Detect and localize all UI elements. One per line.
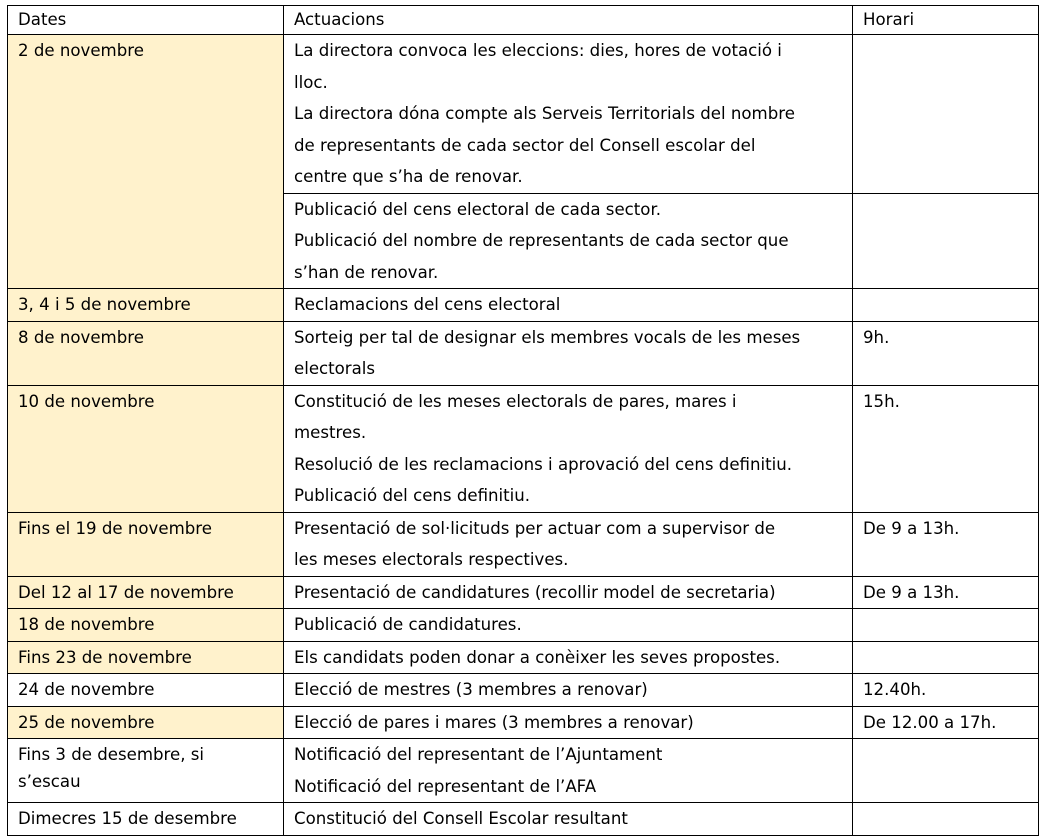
schedule-cell xyxy=(853,641,1039,674)
actions-cell xyxy=(284,609,853,642)
date-cell: Fins 23 de novembre xyxy=(8,641,284,674)
schedule-cell: 12.40h. xyxy=(853,674,1039,707)
table-row xyxy=(8,35,1039,194)
action-line: Notificació del representant de l’AFA xyxy=(294,776,597,796)
date-cell: Fins el 19 de novembre xyxy=(8,512,284,576)
table-row xyxy=(8,512,1039,576)
action-line: Constitució del Consell Escolar resultant xyxy=(294,809,628,828)
header-schedule: Horari xyxy=(853,6,1039,35)
actions-cell xyxy=(284,576,853,609)
date-cell: Dimecres 15 de desembre xyxy=(8,803,284,836)
table-row xyxy=(8,385,1039,512)
actions-cell xyxy=(284,385,853,512)
actions-cell xyxy=(284,321,853,385)
action-line: Presentació de sol·licituds per actuar com a supervisor de xyxy=(294,518,776,538)
action-line: lloc. xyxy=(294,72,328,92)
action-line: de representants de cada sector del Consell escolar del xyxy=(294,135,756,155)
actions-cell xyxy=(284,674,853,707)
action-line: Publicació del cens definitiu. xyxy=(294,486,531,505)
action-line: electorals xyxy=(294,359,376,378)
date-cell: Del 12 al 17 de novembre xyxy=(8,576,284,609)
action-line: Publicació del cens electoral de cada sector. xyxy=(294,199,662,219)
schedule-cell xyxy=(853,193,1039,289)
schedule-cell: De 9 a 13h. xyxy=(853,512,1039,576)
actions-cell xyxy=(284,512,853,576)
action-line: Els candidats poden donar a conèixer les seves propostes. xyxy=(294,647,781,667)
action-line: Publicació de candidatures. xyxy=(294,615,522,634)
election-schedule-table xyxy=(7,5,1039,836)
action-line: Constitució de les meses electorals de pares, mares i xyxy=(294,391,737,411)
schedule-cell: De 12.00 a 17h. xyxy=(853,706,1039,739)
header-actions: Actuacions xyxy=(284,6,853,35)
table-row xyxy=(8,739,1039,803)
schedule-cell: De 9 a 13h. xyxy=(853,576,1039,609)
schedule-cell xyxy=(853,803,1039,836)
table-row xyxy=(8,289,1039,322)
schedule-cell xyxy=(853,739,1039,803)
action-line: Elecció de pares i mares (3 membres a renovar) xyxy=(294,712,694,732)
date-line: Fins 3 de desembre, si xyxy=(18,745,204,764)
action-line: Publicació del nombre de representants de cada sector que xyxy=(294,231,789,250)
action-line: Presentació de candidatures (recollir model de secretaria) xyxy=(294,582,776,602)
schedule-cell: 9h. xyxy=(853,321,1039,385)
action-line: les meses electorals respectives. xyxy=(294,550,569,569)
action-line: centre que s’ha de renovar. xyxy=(294,167,523,186)
table-row xyxy=(8,609,1039,642)
action-line: Elecció de mestres (3 membres a renovar) xyxy=(294,680,648,699)
actions-cell xyxy=(284,803,853,836)
table-row xyxy=(8,576,1039,609)
actions-cell xyxy=(284,739,853,803)
schedule-cell xyxy=(853,289,1039,322)
header-dates: Dates xyxy=(8,6,284,35)
actions-cell xyxy=(284,193,853,289)
schedule-cell xyxy=(853,609,1039,642)
table-header-row xyxy=(8,6,1039,35)
date-text: 2 de novembre xyxy=(18,41,144,60)
table-row xyxy=(8,674,1039,707)
date-cell: 8 de novembre xyxy=(8,321,284,385)
action-line: Reclamacions del cens electoral xyxy=(294,295,561,314)
date-cell: 18 de novembre xyxy=(8,609,284,642)
table-row xyxy=(8,706,1039,739)
date-cell: 24 de novembre xyxy=(8,674,284,707)
action-line: La directora dóna compte als Serveis Territorials del nombre xyxy=(294,104,795,123)
action-line: Resolució de les reclamacions i aprovació del cens definitiu. xyxy=(294,454,793,474)
date-cell: 25 de novembre xyxy=(8,706,284,739)
table-row xyxy=(8,641,1039,674)
action-line: Sorteig per tal de designar els membres vocals de les meses xyxy=(294,327,801,347)
action-line: La directora convoca les eleccions: dies, hores de votació i xyxy=(294,41,782,60)
action-line: mestres. xyxy=(294,423,367,442)
action-line: Notificació del representant de l’Ajuntament xyxy=(294,745,663,764)
date-cell xyxy=(8,739,284,803)
action-line: s’han de renovar. xyxy=(294,262,439,282)
table-row xyxy=(8,803,1039,836)
date-cell: 10 de novembre xyxy=(8,385,284,512)
schedule-cell xyxy=(853,35,1039,194)
schedule-cell: 15h. xyxy=(853,385,1039,512)
actions-cell xyxy=(284,706,853,739)
actions-cell xyxy=(284,641,853,674)
date-cell xyxy=(8,35,284,289)
actions-cell xyxy=(284,289,853,322)
table-row xyxy=(8,321,1039,385)
date-line: s’escau xyxy=(18,772,81,791)
actions-cell xyxy=(284,35,853,194)
date-cell: 3, 4 i 5 de novembre xyxy=(8,289,284,322)
